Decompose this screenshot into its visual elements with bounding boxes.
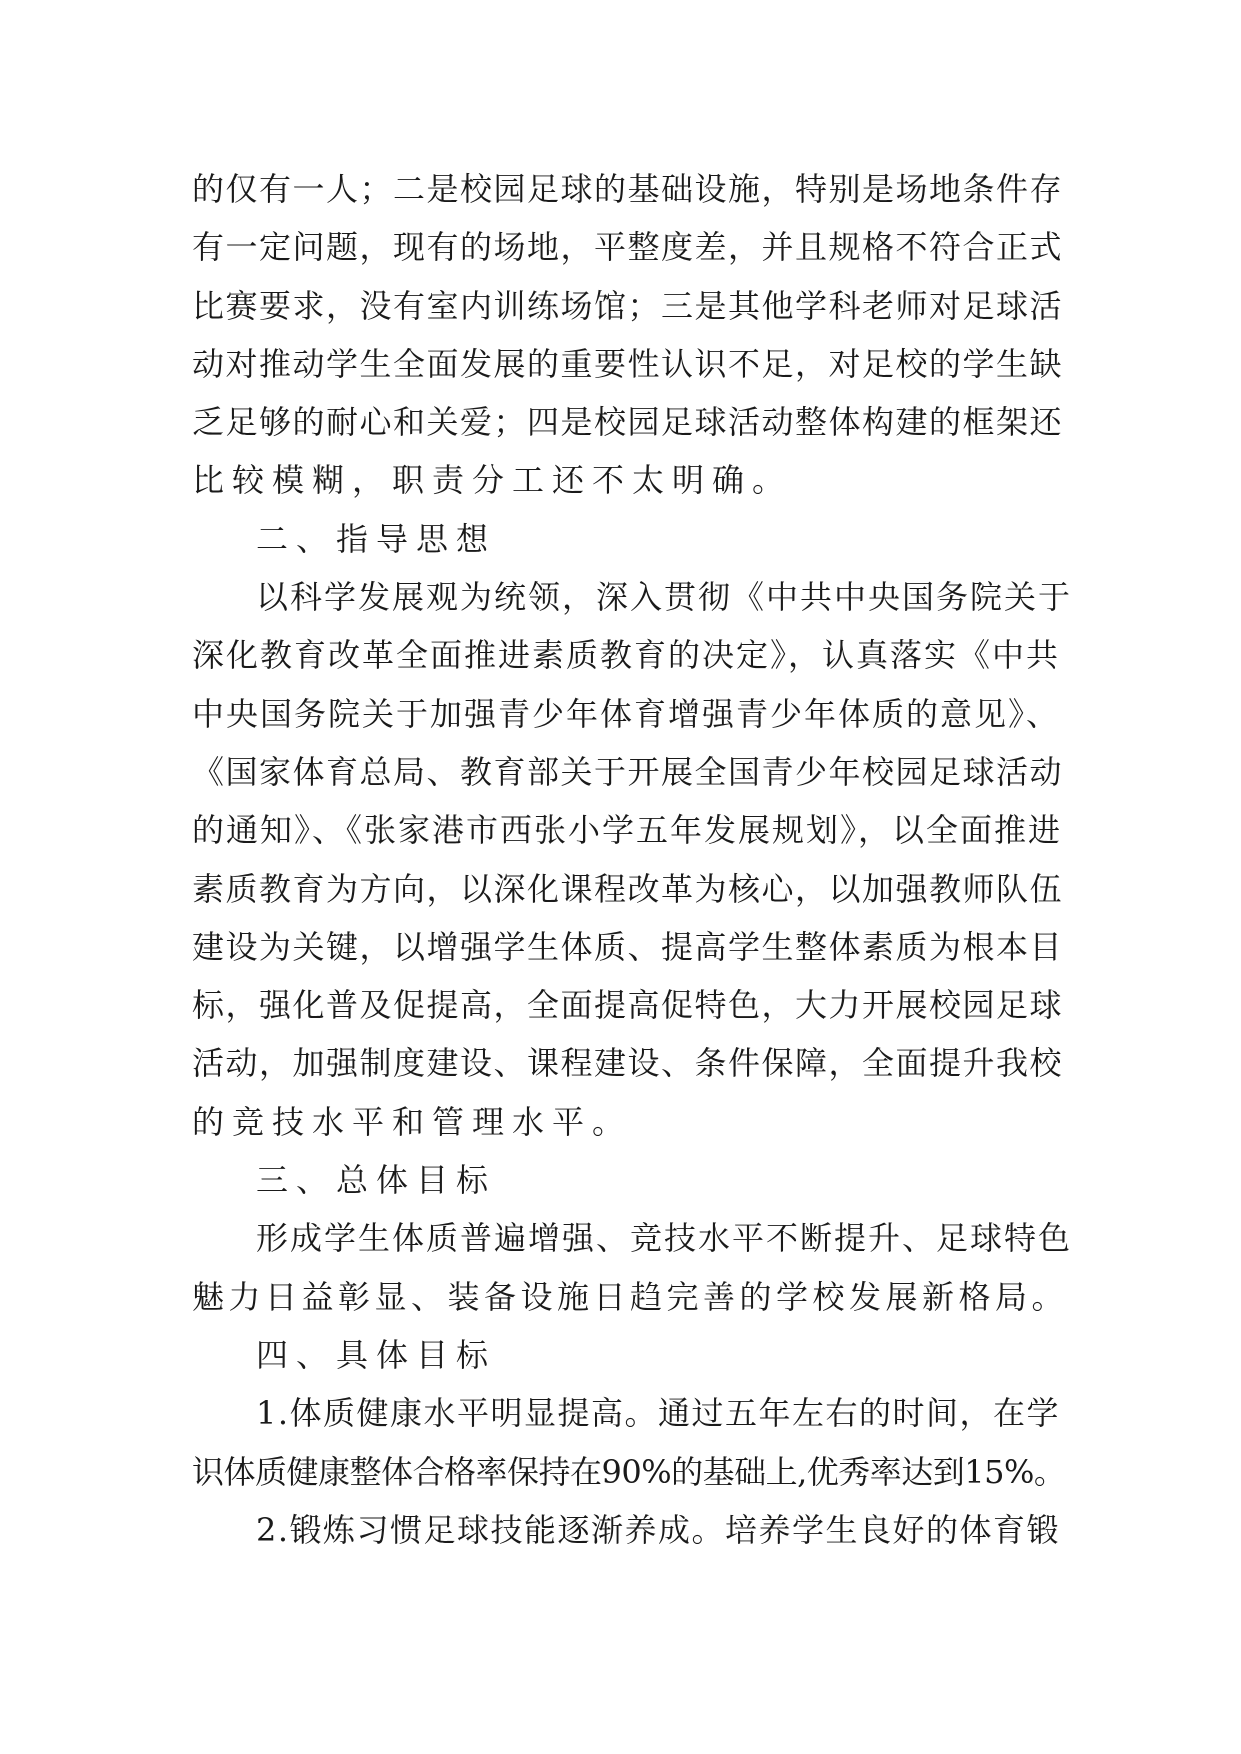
text-line: 标，强化普及促提高，全面提高促特色，大力开展校园足球 [192, 986, 1064, 1025]
text-line: 魅力日益彰显、装备设施日趋完善的学校发展新格局。 [192, 1277, 1069, 1316]
text-line: 的仅有一人；二是校园足球的基础设施，特别是场地条件存 [192, 170, 1064, 208]
text-line: 素质教育为方向，以深化课程改革为核心，以加强教师队伍 [192, 869, 1064, 908]
text-line: 以科学发展观为统领，深入贯彻《中共中央国务院关于 [256, 578, 1073, 617]
text-line: 有一定问题，现有的场地，平整度差，并且规格不符合正式 [192, 228, 1064, 267]
text-line: 三、总体目标 [256, 1161, 497, 1200]
text-line: 深化教育改革全面推进素质教育的决定》，认真落实《中共 [192, 636, 1061, 675]
text-line: 2.锻炼习惯足球技能逐渐养成。培养学生良好的体育锻 [256, 1510, 1061, 1549]
text-line: 活动，加强制度建设、课程建设、条件保障，全面提升我校 [192, 1044, 1064, 1083]
body-text [192, 160, 1072, 1559]
text-line: 建设为关键，以增强学生体质、提高学生整体素质为根本目 [192, 927, 1064, 966]
text-line: 《国家体育总局、教育部关于开展全国青少年校园足球活动 [192, 752, 1064, 791]
text-line: 比赛要求，没有室内训练场馆；三是其他学科老师对足球活 [192, 286, 1064, 325]
text-line: 二、指导思想 [256, 519, 497, 558]
text-line: 的通知》、《张家港市西张小学五年发展规划》，以全面推进 [192, 811, 1063, 850]
text-line: 的竞技水平和管理水平。 [192, 1102, 633, 1141]
text-line: 比较模糊，职责分工还不太明确。 [192, 461, 793, 500]
text-line: 1.体质健康水平明显提高。通过五年左右的时间，在学 [256, 1394, 1061, 1433]
text-line: 动对推动学生全面发展的重要性认识不足，对足校的学生缺 [192, 344, 1064, 383]
text-line: 中央国务院关于加强青少年体育增强青少年体质的意见》、 [192, 694, 1061, 733]
text-line: 识体质健康整体合格率保持在90%的基础上,优秀率达到15%。 [192, 1452, 1066, 1491]
text-line: 形成学生体质普遍增强、竞技水平不断提升、足球特色 [256, 1219, 1073, 1258]
text-line: 四、具体目标 [256, 1335, 497, 1374]
text-line: 乏足够的耐心和关爱；四是校园足球活动整体构建的框架还 [192, 403, 1064, 442]
